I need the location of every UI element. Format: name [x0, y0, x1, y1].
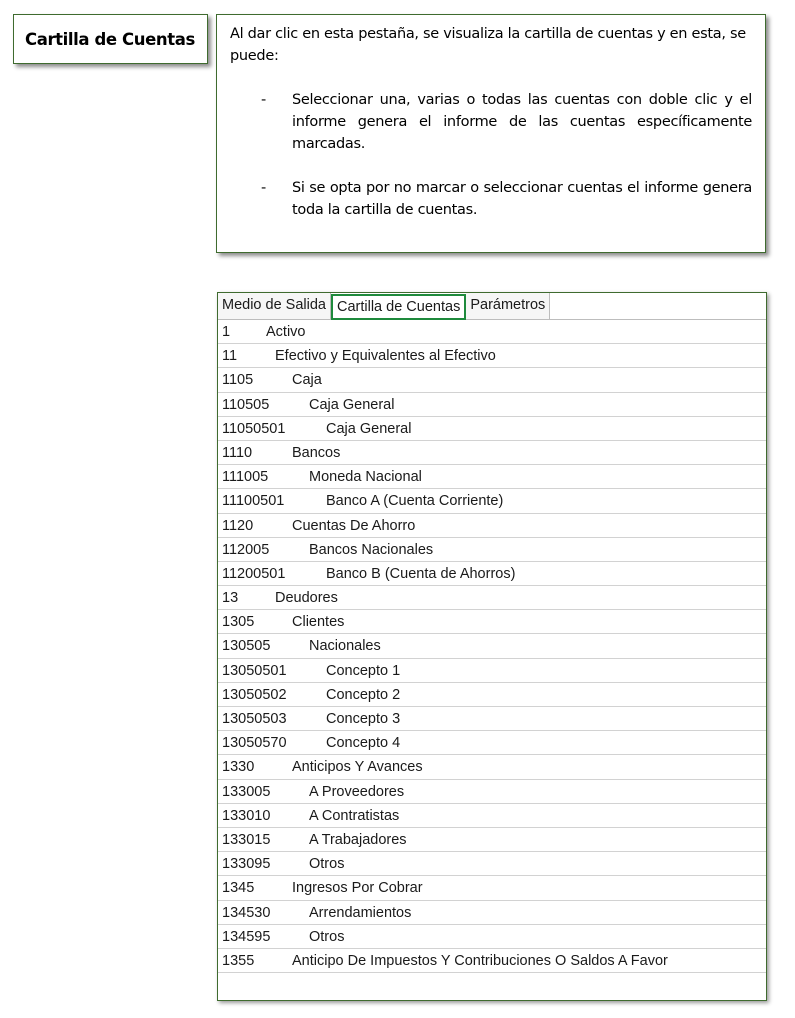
tab-medio-de-salida[interactable]: Medio de Salida	[218, 293, 331, 319]
account-code: 11200501	[222, 565, 286, 582]
tab-bar	[218, 293, 766, 320]
account-name: Banco B (Cuenta de Ahorros)	[326, 565, 516, 582]
account-code: 1330	[222, 759, 255, 776]
section-label-box	[13, 14, 208, 64]
account-name: A Proveedores	[309, 783, 405, 800]
bullet-marker: -	[261, 180, 266, 196]
account-code: 1355	[222, 952, 255, 969]
account-code: 13050570	[222, 735, 287, 752]
bullet-text: Seleccionar una, varias o todas las cuentas con doble clic y el informe genera el informe de las cuentas específicamente marcadas.	[292, 92, 752, 152]
section-label: Cartilla de Cuentas	[25, 29, 195, 49]
account-code: 13050502	[222, 686, 287, 703]
account-name: Cuentas De Ahorro	[292, 517, 416, 534]
account-list	[218, 320, 766, 973]
account-row[interactable]	[218, 514, 766, 538]
account-row[interactable]	[218, 538, 766, 562]
account-row[interactable]	[218, 465, 766, 489]
account-row[interactable]	[218, 925, 766, 949]
account-name: Caja	[292, 372, 322, 389]
account-row[interactable]	[218, 489, 766, 513]
account-name: Moneda Nacional	[309, 469, 422, 486]
bullet-marker: -	[261, 92, 266, 108]
account-name: Anticipos Y Avances	[292, 759, 423, 776]
description-intro: Al dar clic en esta pestaña, se visualiza la cartilla de cuentas y en esta, se puede:	[230, 26, 746, 64]
account-code: 112005	[222, 541, 270, 558]
account-name: Activo	[266, 324, 306, 340]
account-code: 110505	[222, 396, 270, 413]
account-name: Concepto 4	[326, 735, 401, 752]
account-row[interactable]	[218, 586, 766, 610]
account-row[interactable]	[218, 780, 766, 804]
account-code: 134595	[222, 928, 271, 945]
account-code: 1305	[222, 614, 255, 631]
account-row[interactable]	[218, 610, 766, 634]
account-code: 13050503	[222, 711, 287, 727]
account-row[interactable]	[218, 320, 766, 344]
account-name: A Contratistas	[309, 807, 400, 824]
account-row[interactable]	[218, 562, 766, 586]
account-row[interactable]	[218, 659, 766, 683]
account-code: 13050501	[222, 662, 287, 679]
account-code: 11100501	[222, 493, 285, 510]
bullet-text: Si se opta por no marcar o seleccionar cuentas el informe genera toda la cartilla de cuentas.	[292, 180, 752, 218]
account-code: 134530	[222, 904, 271, 921]
account-code: 133010	[222, 807, 271, 824]
account-code: 133095	[222, 856, 271, 873]
account-code: 133015	[222, 831, 271, 848]
account-name: Caja General	[326, 420, 412, 437]
account-row[interactable]	[218, 417, 766, 441]
tab-cartilla-de-cuentas[interactable]: Cartilla de Cuentas	[331, 294, 466, 320]
account-row[interactable]	[218, 755, 766, 779]
tab-parametros[interactable]: Parámetros	[466, 293, 550, 319]
account-name: Otros	[309, 928, 345, 945]
account-row[interactable]	[218, 683, 766, 707]
account-row[interactable]	[218, 344, 766, 368]
account-chart-panel	[217, 292, 767, 1001]
account-code: 130505	[222, 638, 271, 655]
account-name: Concepto 2	[326, 686, 401, 703]
account-row[interactable]	[218, 804, 766, 828]
account-row[interactable]	[218, 393, 766, 417]
account-name: Ingresos Por Cobrar	[292, 880, 423, 897]
account-code: 1345	[222, 880, 255, 897]
account-code: 133005	[222, 783, 271, 800]
description-bullet	[261, 177, 752, 221]
account-code: 13	[222, 590, 239, 607]
account-code: 11	[222, 348, 238, 365]
account-row[interactable]	[218, 707, 766, 731]
account-name: Bancos Nacionales	[309, 541, 434, 558]
account-name: Clientes	[292, 614, 345, 631]
account-name: Efectivo y Equivalentes al Efectivo	[275, 348, 496, 365]
account-row[interactable]	[218, 634, 766, 658]
account-name: Otros	[309, 856, 345, 873]
account-code: 1120	[222, 517, 254, 534]
account-code: 1	[222, 324, 231, 340]
account-row[interactable]	[218, 441, 766, 465]
account-name: Arrendamientos	[309, 904, 412, 921]
account-row[interactable]	[218, 368, 766, 392]
account-name: A Trabajadores	[309, 831, 407, 848]
account-row[interactable]	[218, 852, 766, 876]
account-name: Concepto 1	[326, 662, 401, 679]
account-name: Banco A (Cuenta Corriente)	[326, 493, 504, 510]
description-box	[216, 14, 766, 253]
account-row[interactable]	[218, 901, 766, 925]
account-code: 1110	[222, 444, 253, 461]
account-row[interactable]	[218, 876, 766, 900]
account-name: Bancos	[292, 444, 341, 461]
account-code: 1105	[222, 372, 254, 389]
account-name: Anticipo De Impuestos Y Contribuciones O Saldos A Favor	[292, 952, 668, 969]
account-row[interactable]	[218, 949, 766, 973]
account-name: Nacionales	[309, 638, 381, 655]
account-row[interactable]	[218, 731, 766, 755]
account-name: Deudores	[275, 590, 338, 607]
account-code: 11050501	[222, 420, 286, 437]
account-name: Concepto 3	[326, 711, 401, 727]
account-name: Caja General	[309, 396, 395, 413]
account-row[interactable]	[218, 828, 766, 852]
account-code: 111005	[222, 469, 269, 486]
description-bullet	[261, 89, 752, 155]
